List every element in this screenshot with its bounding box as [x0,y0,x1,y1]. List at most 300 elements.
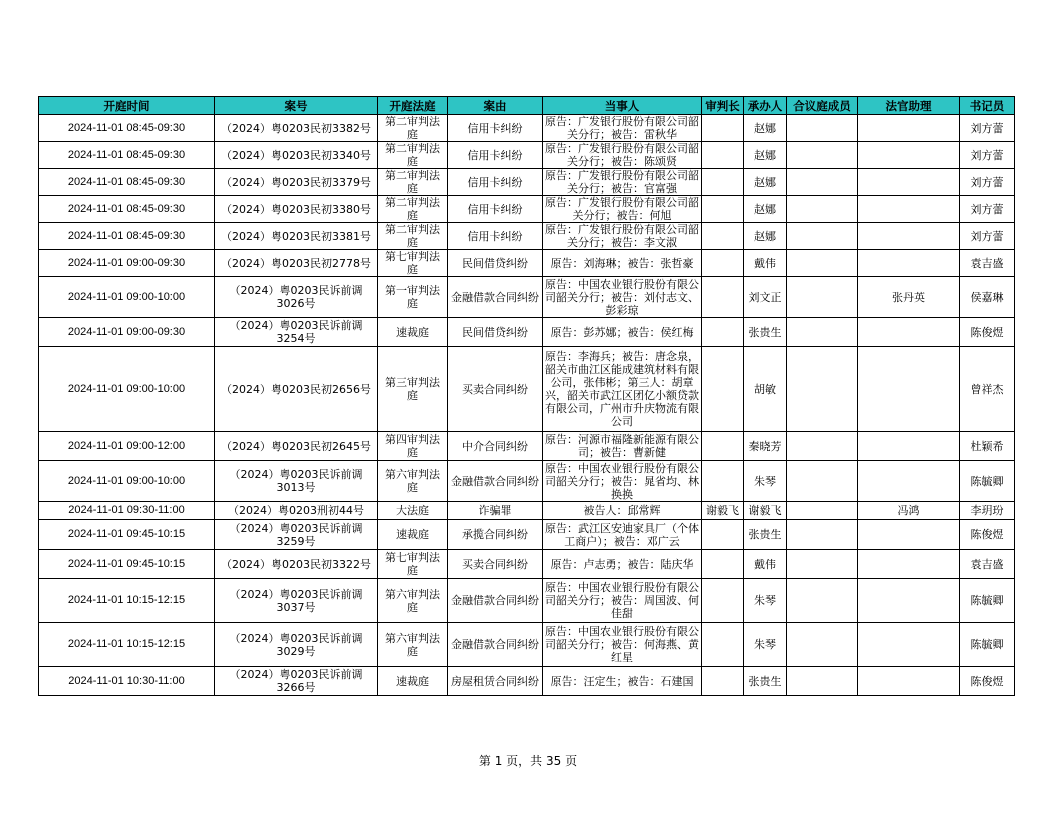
parties-cell [543,169,702,196]
case-number-cell-text: （2024）粤0203民初3381号 [221,229,371,243]
courtroom-cell-text: 第六审判法庭 [385,587,440,614]
cause-cell [448,623,543,667]
panel-members-cell [787,502,858,520]
cause-cell [448,550,543,579]
courtroom-cell-text: 速裁庭 [396,325,429,339]
courtroom-cell [378,520,448,550]
handler-cell-text: 戴伟 [754,256,776,270]
case-number-cell [215,115,378,142]
panel-members-cell [787,115,858,142]
header-panel-members: 合议庭成员 [787,97,858,115]
cause-cell-text: 民间借贷纠纷 [462,325,528,339]
parties-cell-text: 原告：广发银行股份有限公司韶关分行；被告：李文淑 [545,223,699,249]
cause-cell [448,115,543,142]
handler-cell-text: 朱琴 [754,638,776,651]
cause-cell [448,579,543,623]
clerk-cell-text: 刘方蕾 [970,202,1004,216]
courtroom-cell-text: 第三审判法庭 [385,376,440,402]
table-row [39,461,1015,502]
parties-cell [543,667,702,696]
hearing-time-cell-text: 2024-11-01 09:00-10:00 [67,382,186,395]
panel-members-cell [787,250,858,277]
handler-cell [744,432,787,461]
handler-cell-text: 赵娜 [754,229,776,243]
clerk-cell [960,250,1015,277]
case-number-cell-text: （2024）粤0203刑初44号 [228,504,364,517]
hearing-time-cell-text: 2024-11-01 09:00-12:00 [67,439,186,452]
cause-cell [448,223,543,250]
case-number-cell-text: （2024）粤0203民诉前调3266号 [229,668,363,694]
hearing-time-cell-text: 2024-11-01 09:30-11:00 [68,504,185,516]
courtroom-cell-text: 第四审判法庭 [385,433,440,459]
panel-members-cell [787,432,858,461]
cause-cell-text: 买卖合同纠纷 [462,557,528,571]
parties-cell [543,550,702,579]
parties-cell-text: 原告：中国农业银行股份有限公司韶关分行；被告：何海燕、黄红星 [545,625,699,664]
handler-cell [744,623,787,667]
handler-cell-text: 张贵生 [748,674,782,688]
hearing-time-cell [39,579,215,623]
judge-assistant-cell [858,550,960,579]
parties-cell-text: 原告：中国农业银行股份有限公司韶关分行；被告：刘付志文、彭彩琼 [545,277,699,317]
case-number-cell [215,623,378,667]
panel-members-cell [787,520,858,550]
handler-cell-text: 赵娜 [754,202,776,216]
cause-cell [448,250,543,277]
hearing-time-cell [39,223,215,250]
handler-cell [744,142,787,169]
courtroom-cell [378,623,448,667]
handler-cell-text: 张贵生 [748,325,782,339]
hearing-time-cell-text: 2024-11-01 08:45-09:30 [67,175,186,188]
header-hearing-time: 开庭时间 [39,97,215,115]
presiding-judge-cell [702,347,744,432]
hearing-time-cell [39,277,215,318]
handler-cell [744,502,787,520]
presiding-judge-cell [702,169,744,196]
hearing-time-cell [39,142,215,169]
courtroom-cell-text: 大法庭 [396,504,429,517]
case-number-cell-text: （2024）粤0203民初2645号 [221,439,371,453]
case-number-cell [215,169,378,196]
clerk-cell [960,196,1015,223]
table-row [39,347,1015,432]
handler-cell-text: 赵娜 [754,121,776,135]
parties-cell-text: 原告：刘海琳；被告：张哲豪 [550,256,694,270]
parties-cell [543,579,702,623]
case-number-cell-text: （2024）粤0203民初2656号 [221,382,371,396]
presiding-judge-cell [702,277,744,318]
parties-cell-text: 原告：广发银行股份有限公司韶关分行；被告：何旭 [545,196,699,222]
parties-cell-text: 原告：武江区安迪家具厂（个体工商户）；被告：邓广云 [545,521,699,548]
case-number-cell [215,250,378,277]
case-number-cell-text: （2024）粤0203民诉前调3037号 [229,587,363,614]
clerk-cell [960,520,1015,550]
hearing-time-cell-text: 2024-11-01 09:45-10:15 [67,557,186,570]
case-number-cell [215,579,378,623]
clerk-cell-text: 刘方蕾 [970,148,1004,162]
panel-members-cell [787,223,858,250]
clerk-cell [960,169,1015,196]
cause-cell-text: 金融借款合同纠纷 [451,594,539,607]
header-case-number: 案号 [215,97,378,115]
header-presiding-judge: 审判长 [702,97,744,115]
case-number-cell-text: （2024）粤0203民诉前调3026号 [229,284,363,310]
judge-assistant-cell [858,347,960,432]
handler-cell [744,579,787,623]
judge-assistant-cell [858,196,960,223]
judge-assistant-cell [858,623,960,667]
header-handler: 承办人 [744,97,787,115]
clerk-cell-text: 袁吉盛 [970,256,1004,270]
handler-cell [744,196,787,223]
clerk-cell-text: 李玥玢 [970,504,1004,517]
courtroom-cell [378,277,448,318]
cause-cell-text: 金融借款合同纠纷 [451,474,539,488]
clerk-cell [960,461,1015,502]
cause-cell-text: 信用卡纠纷 [467,202,523,216]
table-row [39,169,1015,196]
presiding-judge-cell [702,461,744,502]
case-number-cell [215,196,378,223]
courtroom-cell [378,502,448,520]
clerk-cell-text: 刘方蕾 [970,175,1004,189]
hearing-time-cell-text: 2024-11-01 10:30-11:00 [68,674,185,687]
handler-cell-text: 戴伟 [754,557,776,571]
cause-cell-text: 金融借款合同纠纷 [451,638,539,651]
clerk-cell-text: 陈毓卿 [970,638,1004,651]
presiding-judge-cell [702,115,744,142]
parties-cell [543,250,702,277]
courtroom-cell [378,432,448,461]
judge-assistant-cell [858,250,960,277]
hearing-time-cell-text: 2024-11-01 10:15-12:15 [67,594,186,606]
table-row [39,142,1015,169]
judge-assistant-cell [858,277,960,318]
courtroom-cell [378,667,448,696]
presiding-judge-cell [702,667,744,696]
judge-assistant-cell [858,432,960,461]
handler-cell [744,277,787,318]
parties-cell-text: 原告：李海兵；被告：唐念泉，韶关市曲江区能成建筑材料有限公司，张伟彬；第三人：胡章兴，韶关市武江区团亿小额贷款有限公司，广州市升庆物流有限公司 [545,350,699,428]
hearing-time-cell [39,550,215,579]
clerk-cell [960,347,1015,432]
table-row [39,115,1015,142]
hearing-time-cell-text: 2024-11-01 09:00-09:30 [67,325,186,338]
courtroom-cell [378,579,448,623]
courtroom-cell-text: 第二审判法庭 [385,115,440,141]
hearing-time-cell [39,318,215,347]
cause-cell [448,461,543,502]
judge-assistant-cell [858,169,960,196]
hearing-time-cell [39,502,215,520]
parties-cell-text: 原告：彭苏娜；被告：侯红梅 [550,325,694,339]
courtroom-cell [378,461,448,502]
courtroom-cell [378,318,448,347]
courtroom-cell [378,169,448,196]
cause-cell-text: 信用卡纠纷 [467,121,523,135]
clerk-cell [960,579,1015,623]
handler-cell-text: 胡敏 [754,382,776,396]
case-number-cell-text: （2024）粤0203民初3380号 [221,202,371,216]
judge-assistant-cell [858,223,960,250]
cause-cell [448,169,543,196]
parties-cell-text: 原告：中国农业银行股份有限公司韶关分行；被告：周国波、何佳甜 [545,581,699,620]
parties-cell-text: 原告：中国农业银行股份有限公司韶关分行；被告：晁省均、林换换 [545,461,699,501]
hearing-time-cell-text: 2024-11-01 10:15-12:15 [67,638,186,650]
clerk-cell-text: 袁吉盛 [970,557,1004,571]
hearing-time-cell-text: 2024-11-01 08:45-09:30 [67,202,186,215]
clerk-cell [960,277,1015,318]
parties-cell [543,142,702,169]
handler-cell [744,550,787,579]
cause-cell-text: 信用卡纠纷 [467,148,523,162]
clerk-cell [960,623,1015,667]
hearing-time-cell [39,196,215,223]
case-number-cell [215,432,378,461]
parties-cell [543,520,702,550]
case-number-cell [215,667,378,696]
case-number-cell [215,550,378,579]
courtroom-cell-text: 第六审判法庭 [385,468,440,494]
table-body [39,115,1015,696]
hearing-time-cell-text: 2024-11-01 09:00-09:30 [67,256,186,269]
clerk-cell [960,142,1015,169]
panel-members-cell [787,550,858,579]
parties-cell [543,277,702,318]
case-number-cell [215,347,378,432]
header-cause: 案由 [448,97,543,115]
case-number-cell [215,277,378,318]
table-row [39,623,1015,667]
presiding-judge-cell [702,318,744,347]
case-number-cell-text: （2024）粤0203民初2778号 [221,256,371,270]
parties-cell [543,432,702,461]
header-parties: 当事人 [543,97,702,115]
panel-members-cell [787,277,858,318]
cause-cell-text: 诈骗罪 [478,504,512,517]
hearing-time-cell [39,520,215,550]
handler-cell-text: 朱琴 [754,474,776,488]
hearing-time-cell [39,250,215,277]
hearing-time-cell-text: 2024-11-01 09:00-10:00 [67,474,186,487]
courtroom-cell-text: 第二审判法庭 [385,169,440,195]
presiding-judge-cell [702,623,744,667]
judge-assistant-cell [858,520,960,550]
handler-cell-text: 赵娜 [754,148,776,162]
cause-cell-text: 中介合同纠纷 [462,439,528,453]
courtroom-cell-text: 第六审判法庭 [385,631,440,658]
hearing-time-cell [39,115,215,142]
hearing-time-cell-text: 2024-11-01 09:45-10:15 [67,528,186,540]
handler-cell [744,223,787,250]
judge-assistant-cell-text: 张丹英 [892,290,925,304]
clerk-cell-text: 陈毓卿 [970,474,1004,488]
judge-assistant-cell [858,142,960,169]
parties-cell [543,623,702,667]
header-clerk: 书记员 [960,97,1015,115]
handler-cell [744,318,787,347]
handler-cell-text: 谢毅飞 [748,504,782,517]
parties-cell [543,461,702,502]
clerk-cell-text: 陈俊煜 [970,325,1004,339]
case-number-cell [215,223,378,250]
hearing-time-cell [39,667,215,696]
hearing-time-cell-text: 2024-11-01 08:45-09:30 [67,148,186,161]
judge-assistant-cell [858,115,960,142]
page-footer: 第 1 页，共 35 页 [478,754,578,768]
case-number-cell-text: （2024）粤0203民诉前调3029号 [229,631,363,658]
presiding-judge-cell [702,432,744,461]
cause-cell [448,318,543,347]
cause-cell [448,502,543,520]
cause-cell [448,142,543,169]
cause-cell-text: 民间借贷纠纷 [462,256,528,270]
judge-assistant-cell [858,667,960,696]
panel-members-cell [787,461,858,502]
courtroom-cell-text: 第二审判法庭 [385,142,440,168]
courtroom-cell-text: 速裁庭 [396,674,429,688]
courtroom-cell-text: 第七审判法庭 [385,250,440,276]
courtroom-cell-text: 速裁庭 [396,528,429,541]
table-row [39,667,1015,696]
cause-cell [448,667,543,696]
handler-cell [744,520,787,550]
table-header-row [39,97,1015,115]
handler-cell-text: 秦晓芳 [748,439,782,453]
case-number-cell [215,142,378,169]
parties-cell [543,223,702,250]
presiding-judge-cell [702,550,744,579]
case-number-cell-text: （2024）粤0203民初3322号 [221,557,371,571]
judge-assistant-cell-text: 冯鸿 [897,504,920,517]
courtroom-cell [378,196,448,223]
hearing-time-cell [39,432,215,461]
table-row [39,550,1015,579]
case-number-cell-text: （2024）粤0203民初3379号 [221,175,371,189]
handler-cell [744,169,787,196]
courtroom-cell [378,223,448,250]
handler-cell [744,461,787,502]
presiding-judge-cell [702,250,744,277]
panel-members-cell [787,579,858,623]
clerk-cell-text: 侯嘉琳 [970,290,1004,304]
cause-cell-text: 房屋租赁合同纠纷 [451,674,539,688]
presiding-judge-cell [702,502,744,520]
presiding-judge-cell [702,196,744,223]
handler-cell-text: 朱琴 [754,594,776,607]
hearing-time-cell [39,169,215,196]
courtroom-cell-text: 第二审判法庭 [385,223,440,249]
clerk-cell-text: 曾祥杰 [970,382,1004,396]
handler-cell-text: 赵娜 [754,175,776,189]
judge-assistant-cell [858,502,960,520]
clerk-cell-text: 陈俊煜 [970,674,1004,688]
hearing-time-cell-text: 2024-11-01 09:00-10:00 [67,290,186,303]
table-row [39,196,1015,223]
courtroom-cell-text: 第一审判法庭 [385,284,440,310]
clerk-cell [960,432,1015,461]
case-number-cell-text: （2024）粤0203民诉前调3254号 [229,319,363,345]
presiding-judge-cell [702,520,744,550]
parties-cell-text: 原告：河源市福隆新能源有限公司；被告：曹新健 [545,433,699,459]
handler-cell-text: 张贵生 [748,528,782,541]
cause-cell-text: 信用卡纠纷 [467,175,523,189]
courtroom-cell [378,250,448,277]
case-number-cell [215,318,378,347]
clerk-cell [960,223,1015,250]
header-judge-assistant: 法官助理 [858,97,960,115]
clerk-cell [960,667,1015,696]
presiding-judge-cell-text: 谢毅飞 [706,504,739,517]
parties-cell [543,196,702,223]
handler-cell [744,347,787,432]
cause-cell-text: 金融借款合同纠纷 [451,290,539,304]
handler-cell [744,667,787,696]
cause-cell [448,196,543,223]
judge-assistant-cell [858,579,960,623]
hearing-time-cell-text: 2024-11-01 08:45-09:30 [67,121,186,134]
clerk-cell-text: 刘方蕾 [970,229,1004,243]
handler-cell [744,115,787,142]
table-row [39,223,1015,250]
header-courtroom: 开庭法庭 [378,97,448,115]
courtroom-cell-text: 第二审判法庭 [385,196,440,222]
courtroom-cell [378,142,448,169]
hearing-time-cell [39,347,215,432]
cause-cell-text: 承揽合同纠纷 [462,528,528,541]
panel-members-cell [787,318,858,347]
table-row [39,579,1015,623]
judge-assistant-cell [858,461,960,502]
hearing-time-cell-text: 2024-11-01 08:45-09:30 [67,229,186,242]
parties-cell [543,318,702,347]
parties-cell [543,115,702,142]
presiding-judge-cell [702,579,744,623]
clerk-cell-text: 陈毓卿 [970,594,1004,607]
parties-cell [543,347,702,432]
clerk-cell-text: 陈俊煜 [970,528,1004,541]
presiding-judge-cell [702,223,744,250]
table-row [39,520,1015,550]
cause-cell [448,277,543,318]
handler-cell [744,250,787,277]
panel-members-cell [787,196,858,223]
parties-cell [543,502,702,520]
panel-members-cell [787,623,858,667]
panel-members-cell [787,667,858,696]
hearing-time-cell [39,623,215,667]
clerk-cell [960,115,1015,142]
cause-cell-text: 买卖合同纠纷 [462,382,528,396]
panel-members-cell [787,142,858,169]
table-row [39,318,1015,347]
cause-cell [448,432,543,461]
parties-cell-text: 原告：广发银行股份有限公司韶关分行；被告：雷秋华 [545,115,699,141]
parties-cell-text: 原告：卢志勇；被告：陆庆华 [550,557,694,571]
presiding-judge-cell [702,142,744,169]
clerk-cell-text: 刘方蕾 [970,121,1004,135]
hearing-time-cell [39,461,215,502]
cause-cell [448,347,543,432]
clerk-cell [960,318,1015,347]
courtroom-cell [378,115,448,142]
case-number-cell-text: （2024）粤0203民初3382号 [221,121,371,135]
case-number-cell-text: （2024）粤0203民诉前调3259号 [229,521,363,548]
table-row [39,432,1015,461]
cause-cell [448,520,543,550]
courtroom-cell-text: 第七审判法庭 [385,551,440,577]
